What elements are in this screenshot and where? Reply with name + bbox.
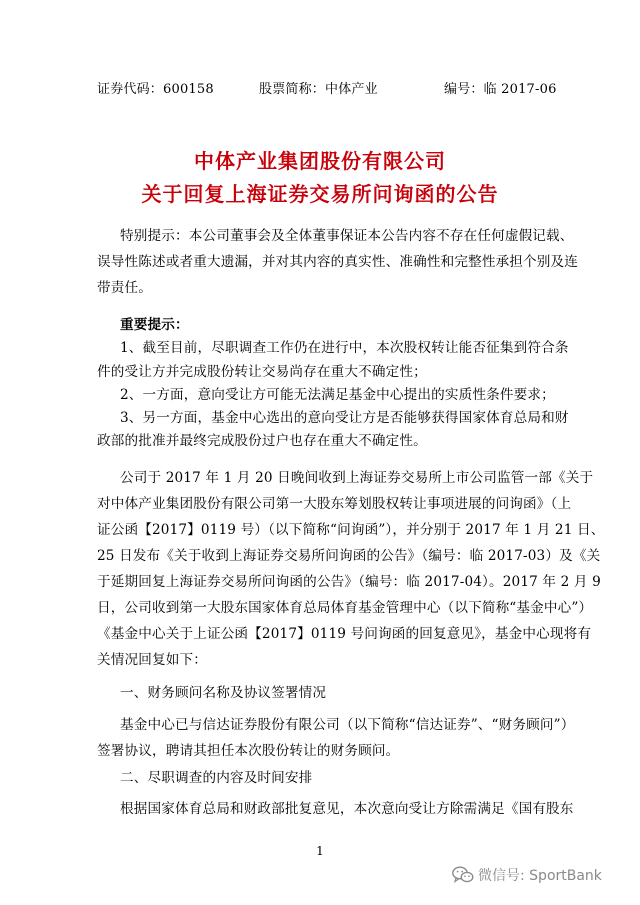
wechat-icon [452, 866, 474, 884]
section-heading-due-diligence: 二、尽职调查的内容及时间安排 [120, 770, 313, 786]
stock-abbreviation: 股票简称：中体产业 [259, 82, 378, 97]
page-number: 1 [316, 844, 324, 858]
body-line: 基金中心已与信达证券股份有限公司（以下简称“信达证券”、“财务顾问”） [120, 717, 575, 733]
special-notice-line: 特别提示：本公司董事会及全体董事保证本公告内容不存在任何虚假记载、 [120, 228, 574, 244]
body-line: 证公函【2017】0119 号）（以下简称“问询函”），并分别于 2017 年 1 月 21 日、 [97, 522, 605, 538]
body-line: 于延期回复上海证券交易所问询函的公告》（编号：临 2017-04）。2017 年 2 月 9 [97, 574, 601, 590]
body-line: 《基金中心关于上证公函【2017】0119 号问询函的回复意见》，基金中心现将有 [97, 626, 592, 642]
announcement-number: 编号：临 2017-06 [444, 82, 557, 97]
stock-code: 证券代码：600158 [97, 82, 214, 97]
wechat-id-text: 微信号: SportBank [478, 868, 602, 884]
body-line: 根据国家体育总局和财政部批复意见，本次意向受让方除需满足《国有股东 [120, 801, 574, 817]
body-line: 关情况回复如下： [97, 652, 207, 668]
document-title-company: 中体产业集团股份有限公司 [194, 149, 446, 173]
important-notice-line: 政部的批准并最终完成股份过户也存在重大不确定性。 [97, 433, 427, 449]
special-notice-line: 误导性陈述或者重大遗漏，并对其内容的真实性、准确性和完整性承担个别及连 [97, 254, 579, 270]
body-line: 25 日发布《关于收到上海证券交易所问询函的公告》（编号：临 2017-03）及《关 [97, 548, 601, 564]
section-heading-financial-advisor: 一、财务顾问名称及协议签署情况 [120, 685, 327, 701]
important-notice-heading: 重要提示： [120, 317, 189, 333]
important-notice-line: 3、另一方面，基金中心选出的意向受让方是否能够获得国家体育总局和财 [120, 410, 569, 426]
body-line: 签署协议，聘请其担任本次股份转让的财务顾问。 [97, 743, 400, 759]
important-notice-line: 1、截至目前，尽职调查工作仍在进行中，本次股权转让能否征集到符合条 [120, 340, 569, 356]
body-line: 对中体产业集团股份有限公司第一大股东筹划股权转让事项进展的问询函》（上 [97, 496, 572, 512]
document-title-subject: 关于回复上海证券交易所问询函的公告 [141, 182, 499, 206]
body-line: 公司于 2017 年 1 月 20 日晚间收到上海证券交易所上市公司监管一部《关于 [120, 470, 594, 486]
important-notice-line: 件的受让方并完成股份转让交易尚存在重大不确定性； [97, 364, 427, 380]
body-line: 日，公司收到第一大股东国家体育总局体育基金管理中心（以下简称“基金中心”） [97, 600, 593, 616]
important-notice-line: 2、一方面，意向受让方可能无法满足基金中心提出的实质性条件要求； [120, 387, 555, 403]
wechat-watermark [452, 864, 602, 886]
special-notice-line: 带责任。 [97, 280, 152, 296]
